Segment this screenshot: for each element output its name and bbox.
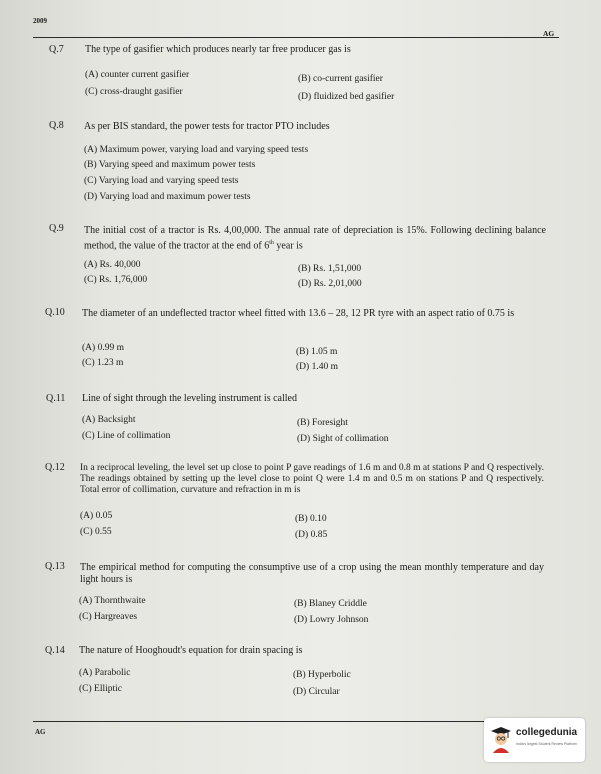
collegedunia-watermark [484, 718, 585, 762]
option-a: (A) Maximum power, varying load and varying speed tests [84, 145, 309, 155]
question-stem: The diameter of an undeflected tractor wheel fitted with 13.6 – 28, 12 PR tyre with an aspect ratio of 0.75 is [82, 308, 515, 319]
question-number: Q.11 [46, 393, 66, 404]
option-c: (C) cross-draught gasifier [85, 87, 183, 97]
option-c: (C) 1.23 m [82, 358, 124, 368]
header-paper-code: AG [543, 29, 555, 38]
graduate-avatar-icon [490, 726, 512, 754]
question-number: Q.13 [45, 561, 65, 572]
question-stem-text-end: year is [273, 240, 303, 252]
option-d: (D) Lowry Johnson [294, 615, 369, 625]
option-b: (B) 0.10 [295, 514, 327, 524]
option-b: (B) co-current gasifier [298, 74, 383, 84]
question-number: Q.10 [45, 307, 65, 318]
question-stem-text: The initial cost of a tractor is Rs. 4,00,000. The annual rate of depreciation is 15%. Following declining balance method, the value of the tractor at the end of 6 [84, 225, 546, 252]
question-number: Q.12 [45, 462, 65, 473]
option-c: (C) 0.55 [80, 527, 112, 537]
question-number: Q.7 [49, 44, 64, 55]
question-stem: The empirical method for computing the consumptive use of a crop using the mean monthly temperature and day light hours is [80, 562, 544, 585]
ordinal-suffix: th [269, 240, 274, 246]
question-stem: As per BIS standard, the power tests for tractor PTO includes [84, 121, 330, 132]
header-divider [33, 37, 559, 38]
footer-divider [33, 721, 559, 722]
option-c: (C) Line of collimation [82, 431, 171, 441]
option-a: (A) 0.05 [80, 511, 113, 521]
option-d: (D) 1.40 m [296, 362, 338, 372]
option-b: (B) Blaney Criddle [294, 599, 367, 609]
option-b: (B) Rs. 1,51,000 [298, 264, 362, 274]
option-a: (A) Thornthwaite [79, 596, 146, 606]
option-c: (C) Elliptic [79, 684, 123, 694]
option-d: (D) Rs. 2,01,000 [298, 279, 362, 289]
question-number: Q.14 [45, 645, 65, 656]
option-b: (B) Hyperbolic [293, 670, 351, 680]
question-stem: Line of sight through the leveling instrument is called [82, 393, 297, 404]
option-d: (D) Circular [293, 687, 340, 697]
option-b: (B) 1.05 m [296, 347, 338, 357]
header-year: 2009 [33, 17, 47, 25]
question-stem: In a reciprocal leveling, the level set up close to point P gave readings of 1.6 m and 0.8 m at stations P and Q respectively. The readings obtained by setting up the level close to point Q were 1.4 m and 0.5 m on stations P and Q respectively. Total error of collimation, curvature and refraction in m is [80, 463, 544, 495]
option-a: (A) 0.99 m [82, 343, 124, 353]
brand-name: collegedunia [516, 727, 578, 738]
option-c: (C) Rs. 1,76,000 [84, 275, 148, 285]
option-c: (C) Varying load and varying speed tests [84, 176, 239, 186]
footer-paper-code: AG [35, 728, 46, 736]
option-a: (A) Parabolic [79, 668, 131, 678]
question-number: Q.8 [49, 120, 64, 131]
option-d: (D) Varying load and maximum power tests [84, 192, 251, 202]
option-a: (A) Backsight [82, 415, 136, 425]
option-b: (B) Varying speed and maximum power tests [84, 160, 256, 170]
question-stem: The type of gasifier which produces nearly tar free producer gas is [85, 44, 351, 55]
option-d: (D) 0.85 [295, 530, 328, 540]
option-c: (C) Hargreaves [79, 612, 138, 622]
option-d: (D) Sight of collimation [297, 434, 389, 444]
question-stem: The nature of Hooghoudt's equation for drain spacing is [79, 645, 303, 656]
option-a: (A) counter current gasifier [85, 70, 190, 80]
question-stem [84, 225, 546, 252]
option-b: (B) Foresight [297, 418, 348, 428]
option-d: (D) fluidized bed gasifier [298, 92, 395, 102]
option-a: (A) Rs. 40,000 [84, 260, 141, 270]
brand-tagline: India's largest Student Review Platform [516, 742, 577, 746]
question-number: Q.9 [49, 223, 64, 234]
